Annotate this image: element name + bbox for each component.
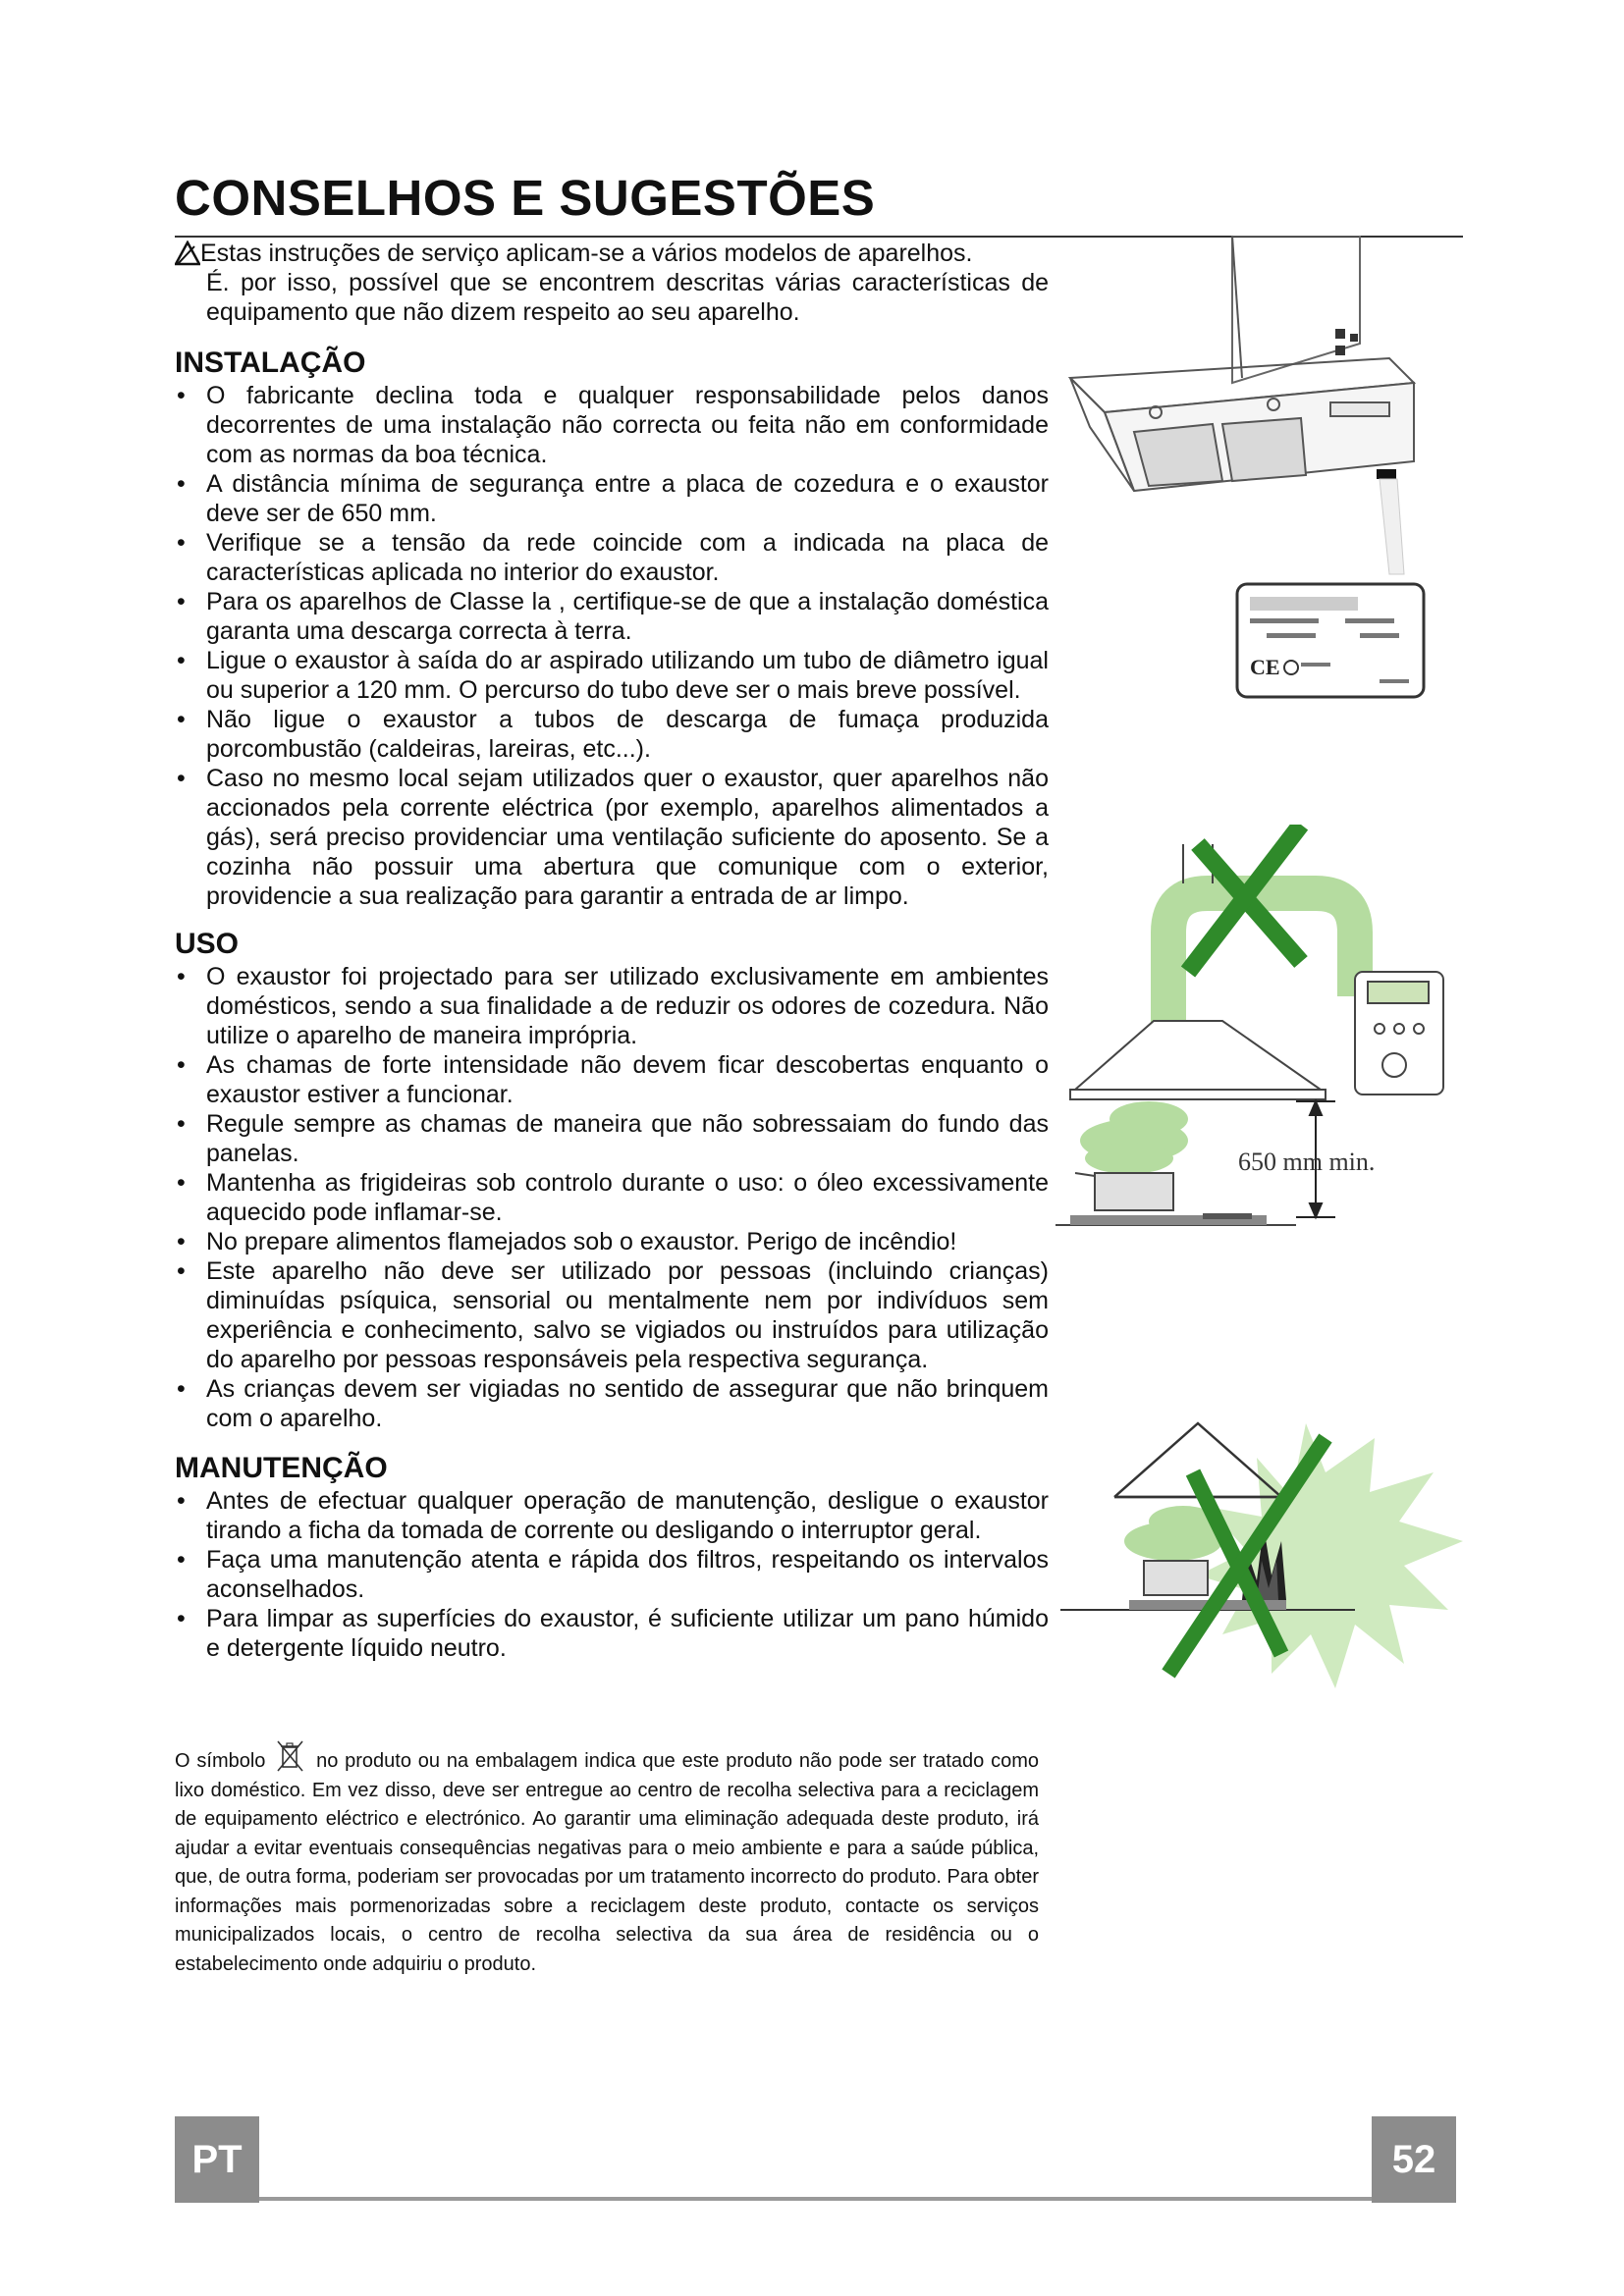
section-use [175, 927, 1049, 1433]
list-item: • Verifique se a tensão da rede coincide com a indicada na placa de características aplicada no interior do exaustor. [175, 528, 1049, 587]
weee-text-rest: no produto ou na embalagem indica que este produto não pode ser tratado como lixo doméstico. Em vez disso, deve ser entregue ao centro de recolha selectiva para a reciclagem de equipamento eléctrico e electrónico. Ao garantir uma eliminação adequada deste produto, irá ajudar a evitar eventuais consequências negativas para o meio ambiente e para a saúde pública, que, de outra forma, poderiam ser provocadas por um tratamento incorrecto do produto. Para obter informações mais pormenorizadas sobre a reciclagem deste produto, contacte os serviços municipalizados locais, o centro de recolha selectiva da sua área de residência ou o estabelecimento onde adquiriu o produto. [175, 1750, 1039, 1975]
intro-line-2: É. por isso, possível que se encontrem descritas várias características de equipamento que não dizem respeito ao seu aparelho. [206, 269, 1049, 326]
list-item: • Não ligue o exaustor a tubos de descarga de fumaça produzida porcombustão (caldeiras, lareiras, etc...). [175, 705, 1049, 764]
installation-list [175, 381, 1049, 911]
use-heading: USO [175, 928, 240, 960]
installation-heading: INSTALAÇÃO [175, 347, 366, 379]
hood-rating-plate-figure [1065, 236, 1478, 726]
language-tab: PT [175, 2116, 259, 2203]
list-item: • Para os aparelhos de Classe la , certifique-se de que a instalação doméstica garanta uma descarga correcta à terra. [175, 587, 1049, 646]
page-title: CONSELHOS E SUGESTÕES [175, 170, 876, 226]
distance-label: 650 mm min. [1238, 1148, 1376, 1176]
section-maintenance [175, 1451, 1049, 1663]
list-item: • O fabricante declina toda e qualquer responsabilidade pelos danos decorrentes de uma instalação não correcta ou feita não em conformidade com as normas da boa técnica. [175, 381, 1049, 469]
list-item: • As crianças devem ser vigiadas no sentido de assegurar que não brinquem com o aparelho. [175, 1374, 1049, 1433]
maintenance-list [175, 1486, 1049, 1663]
crossed-bin-icon [276, 1739, 305, 1773]
list-item: • Ligue o exaustor à saída do ar aspirado utilizando um tubo de diâmetro igual ou superior a 120 mm. O percurso do tubo deve ser o mais breve possível. [175, 646, 1049, 705]
minimum-distance-figure [1056, 825, 1478, 1247]
plate-location-marker [1377, 469, 1396, 479]
list-item: • Faça uma manutenção atenta e rápida dos filtros, respeitando os intervalos aconselhados. [175, 1545, 1049, 1604]
list-item: • Antes de efectuar qualquer operação de manutenção, desligue o exaustor tirando a ficha da tomada de corrente ou desligando o interruptor geral. [175, 1486, 1049, 1545]
intro-text [175, 239, 1049, 327]
list-item: • Para limpar as superfícies do exaustor, é suficiente utilizar um pano húmido e detergente líquido neutro. [175, 1604, 1049, 1663]
weee-text-start: O símbolo [175, 1750, 266, 1772]
list-item: • Regule sempre as chamas de maneira que não sobressaiam do fundo das panelas. [175, 1109, 1049, 1168]
flambe-warning-figure [1060, 1414, 1473, 1698]
weee-notice [175, 1739, 1039, 1979]
use-list [175, 962, 1049, 1433]
list-item: • Mantenha as frigideiras sob controlo durante o uso: o óleo excessivamente aquecido pode inflamar-se. [175, 1168, 1049, 1227]
footer-rule [259, 2197, 1372, 2201]
list-item: • Este aparelho não deve ser utilizado por pessoas (incluindo crianças) diminuídas psíquica, sensorial ou mentalmente nem por indivíduos sem experiência e conhecimento, salvo se vigiados ou instruídos para utilização do aparelho por pessoas responsáveis pela respectiva segurança. [175, 1256, 1049, 1374]
list-item: • As chamas de forte intensidade não devem ficar descobertas enquanto o exaustor estiver a funcionar. [175, 1050, 1049, 1109]
section-installation [175, 346, 1049, 911]
svg-text:CE: CE [1250, 655, 1280, 679]
list-item: • A distância mínima de segurança entre a placa de cozedura e o exaustor deve ser de 650 mm. [175, 469, 1049, 528]
list-item: • Caso no mesmo local sejam utilizados quer o exaustor, quer aparelhos não accionados pela corrente eléctrica (por exemplo, aparelhos alimentados a gás), será preciso providenciar uma ventilação suficiente do aposento. Se a cozinha não possuir uma abertura que comunique com o exterior, providencie a sua realização para garantir a entrada de ar limpo. [175, 764, 1049, 911]
warning-icon [175, 240, 200, 266]
list-item: • O exaustor foi projectado para ser utilizado exclusivamente em ambientes domésticos, sendo a sua finalidade a de reduzir os odores de cozedura. Não utilize o aparelho de maneira imprópria. [175, 962, 1049, 1050]
intro-line-1: Estas instruções de serviço aplicam-se a vários modelos de aparelhos. [175, 239, 1049, 268]
list-item: • No prepare alimentos flamejados sob o exaustor. Perigo de incêndio! [175, 1227, 1049, 1256]
page-number: 52 [1372, 2116, 1456, 2203]
maintenance-heading: MANUTENÇÃO [175, 1452, 388, 1484]
